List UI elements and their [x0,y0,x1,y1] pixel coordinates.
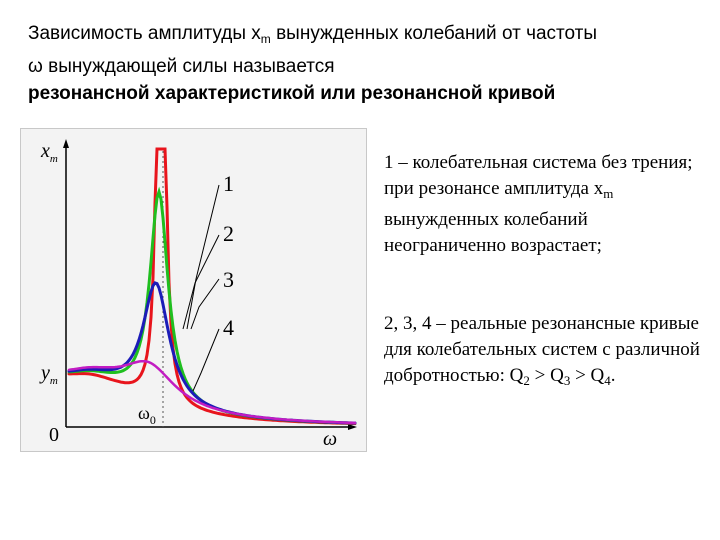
leader-line-3 [191,279,219,329]
description-curve-1: 1 – колебательная система без трения; при резонансе амплитуда $x_m$ вынужденных колебаний неограниченно возрастает; [384,152,693,256]
curve-1-label: 1 [223,171,234,196]
resonance-figure [20,128,367,452]
intro-text [28,20,708,107]
intro-line-1-tail: вынужденных колебаний от частоты [270,23,598,44]
curve-3-label: 3 [223,267,234,292]
description [384,150,704,394]
curve-4-label: 4 [223,315,234,340]
curve-1 [69,149,355,424]
y-static-label: $y_т$ [41,362,58,387]
x-axis-label: ω [323,428,338,450]
curve-2 [69,192,355,423]
resonance-chart [21,129,366,451]
intro-line-1-subscript: m [260,32,271,46]
curve-2-label: 2 [223,221,234,246]
leader-line-1 [187,185,219,329]
omega0-label: $\omega_0$ [138,403,156,427]
intro-line-2: ω вынуждающей силы называется [28,56,335,77]
leader-line-4 [193,329,219,391]
origin-label: 0 [49,424,59,446]
y-axis-label: $x_т$ [41,140,58,165]
leader-line-2 [183,235,219,329]
intro-line-1-text: Зависимость амплитуды x [28,23,261,44]
description-curves-2-4: 2, 3, 4 – реальные резонансные кривые для колебательных систем с различной добротностью: $Q_2 > Q_3 > Q_4$. [384,313,700,388]
intro-line-1 [28,20,708,53]
y-axis-arrow-icon [63,139,69,148]
intro-line-3: резонансной характеристикой или резонансной кривой [28,83,556,104]
curve-3 [69,283,355,423]
